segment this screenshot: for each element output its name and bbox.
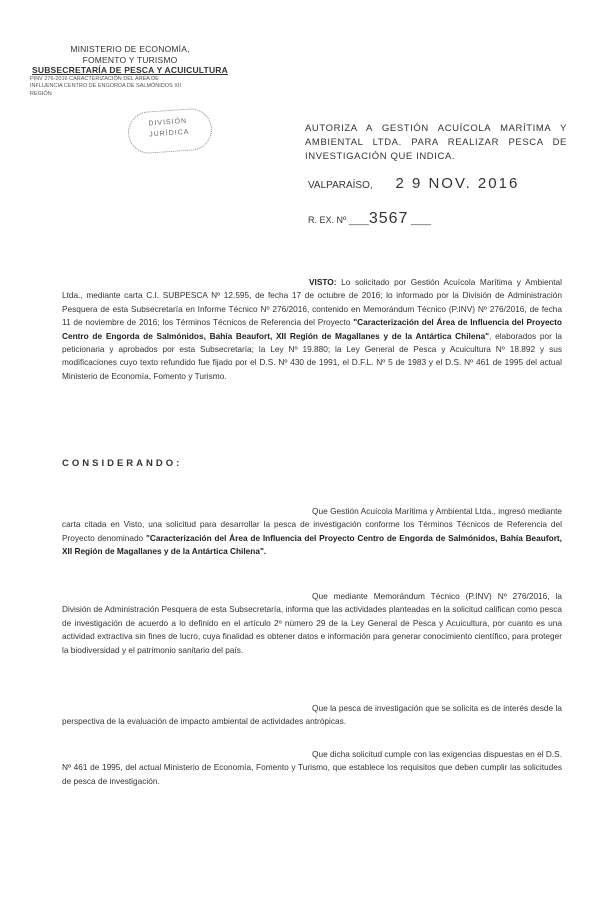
visto-label: VISTO: <box>309 277 337 287</box>
reference-line-2: INFLUENCIA CENTRO DE ENGORDA DE SALMÓNIDOS XII <box>30 83 181 89</box>
considerando-paragraph-4 <box>62 748 562 788</box>
stamp-line-1: DIVISIÓN <box>148 117 188 128</box>
visto-text-b: , elaborados por la peticionaria y aprobados por esta Subsecretaría; la Ley Nº 19.880; la Ley General de Pesca y Acuicultura Nº 18.892 y sus modificaciones cuyo texto refundido fue fijado por el D.S. Nº 430 de 1991, el D.F.L. Nº 5 de 1983 y el D.S. Nº 461 de 1995 del actual Ministerio de Economía, Fomento y Turismo. <box>62 330 562 381</box>
considerando-heading: CONSIDERANDO: <box>62 458 183 469</box>
reference-line-1: PINV 276-2016 CARACTERIZACIÓN DEL AREA DE <box>30 75 159 82</box>
subsecretaria-name: SUBSECRETARÍA DE PESCA Y ACUICULTURA <box>32 65 228 75</box>
visto-project: "Caracterización del Área de Influencia del Proyecto Centro de Engorda de Salmónidos, Bahía Beaufort, XII Región de Magallanes y de la Antártica Chilena" <box>62 317 562 341</box>
considerando-paragraph-1 <box>62 505 562 559</box>
resolution-title: AUTORIZA A GESTIÓN ACUÍCOLA MARÍTIMA Y AMBIENTAL LTDA. PARA REALIZAR PESCA DE INVESTIGACIÓN QUE INDICA. <box>305 123 567 162</box>
division-stamp <box>127 107 214 155</box>
considerando-p2-text: Que mediante Memorándum Técnico (P.INV) Nº 276/2016, la División de Administración Pesquera de esta Subsecretaría, informa que las actividades planteadas en la solicitud califican como pesca de investigación de acuerdo a lo definido en el artículo 2º número 29 de la Ley General de Pesca y Acuicultura, por cuanto es una actividad extractiva sin fines de lucro, cuya finalidad es obtener datos e información para generar conocimiento científico, para proteger la biodiversidad y el patrimonio sanitario del país. <box>62 591 562 655</box>
considerando-p3-text: Que la pesca de investigación que se solicita es de interés desde la perspectiva de la evaluación de impacto ambiental de actividades antrópicas. <box>62 703 562 727</box>
visto-paragraph <box>62 276 562 383</box>
considerando-paragraph-3 <box>62 702 562 729</box>
letterhead <box>30 44 230 98</box>
considerando-p1-project: "Caracterización del Área de Influencia del Proyecto Centro de Engorda de Salmónidos, Bahía Beaufort, XII Región de Magallanes y de la Antártica Chilena". <box>62 532 562 557</box>
place: VALPARAÍSO, <box>308 180 373 191</box>
considerando-p1-text: Que Gestión Acuícola Marítima y Ambiental Ltda., ingresó mediante carta citada en Visto, una solicitud para desarrollar la pesca de investigación conforme los Términos Técnicos de Referencia del Proyecto denominado <box>62 506 562 543</box>
rex-label: R. EX. Nº <box>308 215 347 225</box>
visto-text-a: Lo solicitado por Gestión Acuícola Marítima y Ambiental Ltda., mediante carta C.I. SUBPESCA Nº 12.595, de fecha 17 de octubre de 2016; lo informado por la División de Administración Pesquera de esta Subsecretaría en Informe Técnico Nº 276/2016, contenido en Memorándum Técnico (P.INV) Nº 276/2016, de fecha 11 de noviembre de 2016; los Términos Técnicos de Referencia del Proyecto <box>62 277 562 328</box>
reference-line-3: REGIÓN <box>30 90 52 97</box>
ministry-line-2: FOMENTO Y TURISMO <box>82 54 178 65</box>
considerando-paragraph-2 <box>62 590 562 657</box>
ministry-line-1: MINISTERIO DE ECONOMÍA, <box>70 44 190 54</box>
stamp-line-2: JURÍDICA <box>148 128 190 139</box>
considerando-p4-text: Que dicha solicitud cumple con las exigencias dispuestas en el D.S. Nº 461 de 1995, del actual Ministerio de Economía, Fomento y Turismo, que establece los requisitos que deben cumplir las solicitudes de pesca de investigación. <box>62 749 562 786</box>
place-date <box>308 175 519 192</box>
rex-number: 3567 <box>368 210 409 227</box>
resolution-number: R. EX. Nº ____3567 ____ <box>308 210 431 227</box>
date-stamp: 2 9 NOV. 2016 <box>395 175 520 192</box>
